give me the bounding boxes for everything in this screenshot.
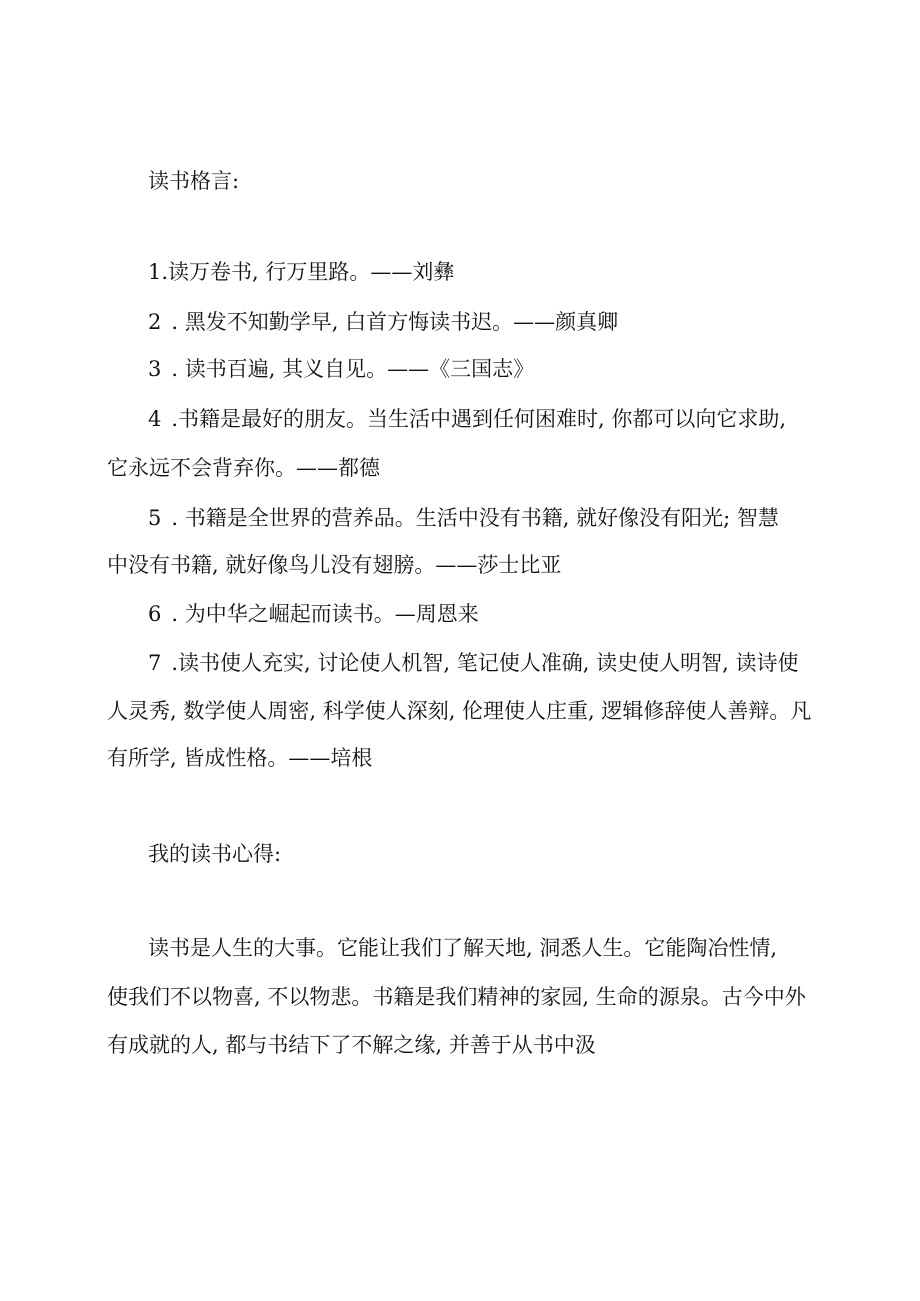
quote-number: 6 [148, 602, 162, 626]
quote-7-line-1 [148, 648, 798, 678]
quote-4-line-2: 它永远不会背弃你。——都德 [107, 456, 380, 480]
quote-7-line-3: 有所学, 皆成性格。——培根 [107, 746, 373, 770]
quote-1 [148, 257, 454, 287]
quote-text: . 书籍是全世界的营养品。生活中没有书籍, 就好像没有阳光; 智慧 [171, 506, 779, 530]
quote-text: 读万卷书, 行万里路。——刘彝 [168, 260, 455, 284]
quote-number: 3 [148, 357, 162, 381]
quote-number: 2 [148, 310, 162, 334]
quote-text: . 黑发不知勤学早, 白首方悔读书迟。——颜真卿 [171, 310, 619, 334]
quote-6 [148, 599, 479, 629]
quote-text: . 读书百遍, 其义自见。——《三国志》 [171, 357, 535, 381]
notes-paragraph-line-3: 有成就的人, 都与书结下了不解之缘, 并善于从书中汲 [107, 1033, 596, 1057]
notes-paragraph-line-2: 使我们不以物喜, 不以物悲。书籍是我们精神的家园, 生命的源泉。古今中外 [107, 985, 806, 1009]
quote-number: 7 [148, 651, 162, 675]
quote-5-line-1 [148, 503, 779, 533]
quote-7-line-2: 人灵秀, 数学使人周密, 科学使人深刻, 伦理使人庄重, 逻辑修辞使人善辩。凡 [107, 699, 812, 723]
quote-number: 4 [148, 407, 162, 431]
quote-text: .书籍是最好的朋友。当生活中遇到任何困难时, 你都可以向它求助, [171, 407, 787, 431]
section-heading-reading-notes: 我的读书心得: [148, 842, 282, 866]
quote-number: 1. [148, 260, 169, 284]
quote-text: . 为中华之崛起而读书。—周恩来 [171, 602, 479, 626]
notes-paragraph-line-1: 读书是人生的大事。它能让我们了解天地, 洞悉人生。它能陶冶性情, [148, 936, 778, 960]
quote-text: .读书使人充实, 讨论使人机智, 笔记使人准确, 读史使人明智, 读诗使 [171, 651, 799, 675]
quote-4-line-1 [148, 404, 786, 434]
quote-3 [148, 354, 534, 384]
quote-5-line-2: 中没有书籍, 就好像鸟儿没有翅膀。——莎士比亚 [107, 553, 562, 577]
section-heading-reading-mottos: 读书格言: [148, 169, 240, 193]
quote-2 [148, 307, 618, 337]
quote-number: 5 [148, 506, 162, 530]
